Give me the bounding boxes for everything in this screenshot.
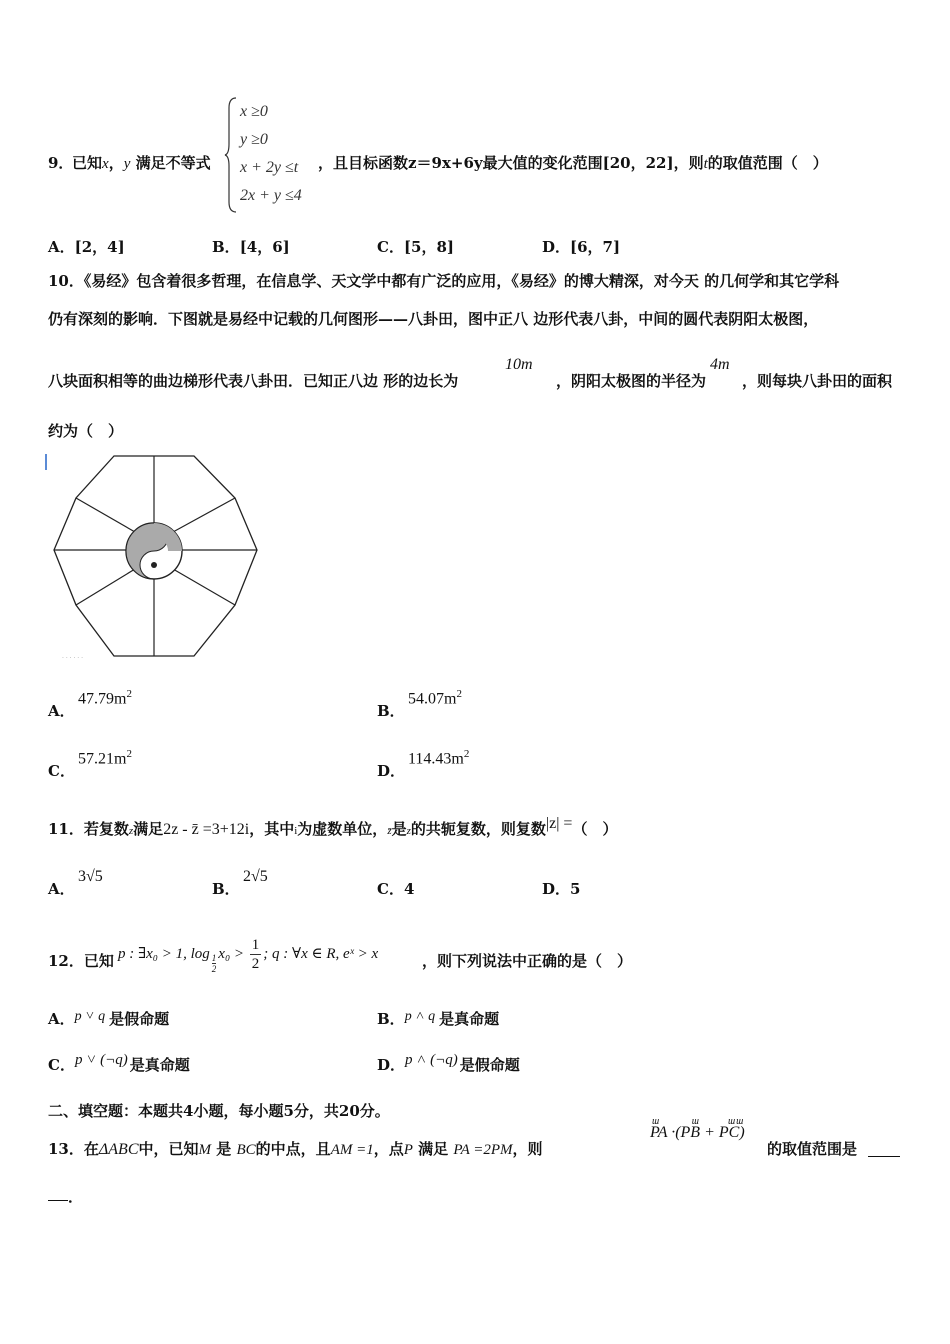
q10-option-d-value: $114.43m^2$ [408,748,470,768]
q10-line-3c: ，则每块八卦田的面积 [742,372,893,390]
q11-stem: 11．若复数z满足2z - z̄ =3+12i，其中i为虚数单位，z̄是z的共轭复数，则复数|z| =（ ） [48,815,618,838]
q10-line-1: 10．《易经》包含着很多哲理，在信息学、天文学中都有广泛的应用，《易经》的博大精深，对今天 的几何学和其它学科 [48,272,840,290]
q10-side-length: 10m [505,356,533,373]
q11-option-a[interactable]: A． [48,880,75,898]
q13-stem: 13．在ΔABC中，已知M 是 BC的中点，且AM =1，点P 满足 PA =2PM，则 [48,1140,543,1158]
q13-answer-blank[interactable] [868,1156,900,1157]
q12-option-a[interactable]: A．p ˅ q 是假命题 [48,1009,170,1028]
q11-option-b[interactable]: B． [212,880,240,898]
q9-system-brace [224,96,238,219]
q10-line-2: 仍有深刻的影响．下图就是易经中记载的几何图形——八卦田，图中正八 边形代表八卦，中间的圆代表阴阳太极图， [48,310,819,328]
q9-ineq-4: 2x + y ≤4 [240,187,302,204]
q13-tail: 的取值范围是 [767,1140,858,1158]
q9-option-b[interactable]: B．[4，6] [212,238,290,256]
q10-option-b-value: $54.07m^2$ [408,688,462,708]
q9-ineq-1: x ≥0 [240,103,268,120]
q11-option-a-value: 3√5 [78,868,103,885]
q13-answer-blank-2[interactable] [48,1200,68,1201]
q13-vector-expression: ɯ ɯ ɯɯ PA ·(PB + PC) [650,1116,745,1141]
q10-option-d[interactable]: D． [377,762,406,780]
q11-option-d[interactable]: D．5 [542,880,581,898]
q9-option-a[interactable]: A．[2，4] [48,238,125,256]
q12-option-d[interactable]: D．p ˄ (¬q) 是假命题 [377,1052,520,1074]
q9-rest: ，且目标函数z＝9x+6y最大值的变化范围[20，22]，则t的取值范围（ ） [318,154,828,172]
q9-inequality-system [240,98,302,210]
q10-line-3b: ，阴阳太极图的半径为 [556,372,707,390]
q9-prefix: 已知x，y 满足不等式 [72,154,211,172]
q11-option-c[interactable]: C．4 [377,880,415,898]
q10-option-c-value: $57.21m^2$ [78,748,132,768]
q13-period: ． [68,1188,84,1206]
q10-option-a-value: $47.79m^2$ [78,688,132,708]
q12-propositions: p : ∃x₀ > 1, $\log \frac{1}{2} x_0 > \frac{1}{2}$ ; q : ∀x ∈ R, eˣ > x [118,937,379,974]
q10-line-3: 八块面积相等的曲边梯形代表八卦田．已知正八边 形的边长为 [48,372,459,390]
q9-option-c[interactable]: C．[5，8] [377,238,455,256]
vector-arrow-icon: ɯ ɯ ɯɯ [652,1116,745,1127]
taiji-symbol [126,523,182,579]
q12-option-b[interactable]: B．p ˄ q 是真命题 [377,1009,500,1028]
q11-option-b-value: 2√5 [243,868,268,885]
bagua-figure [44,450,264,666]
q9-ineq-3: x + 2y ≤t [240,159,299,176]
section-heading: 二、填空题：本题共4小题，每小题5分，共20分。 [48,1102,390,1120]
q10-option-c[interactable]: C． [48,762,75,780]
q10-line-4: 约为（ ） [48,422,124,440]
svg-text:· · · · · ·: · · · · · · [62,655,83,662]
q9-option-d[interactable]: D．[6，7] [542,238,621,256]
q10-option-b[interactable]: B． [377,702,405,720]
q12-number: 12．已知 [48,952,114,970]
bagua-diagram [44,450,264,662]
q12-option-c[interactable]: C．p ˅ (¬q) 是真命题 [48,1052,190,1074]
q10-radius: 4m [710,356,730,373]
q10-option-a[interactable]: A． [48,702,75,720]
q12-tail: ，则下列说法中正确的是（ ） [422,952,633,970]
q9-number: 9． [48,154,74,172]
q9-ineq-2: y ≥0 [240,131,268,148]
left-brace-icon [224,96,238,214]
